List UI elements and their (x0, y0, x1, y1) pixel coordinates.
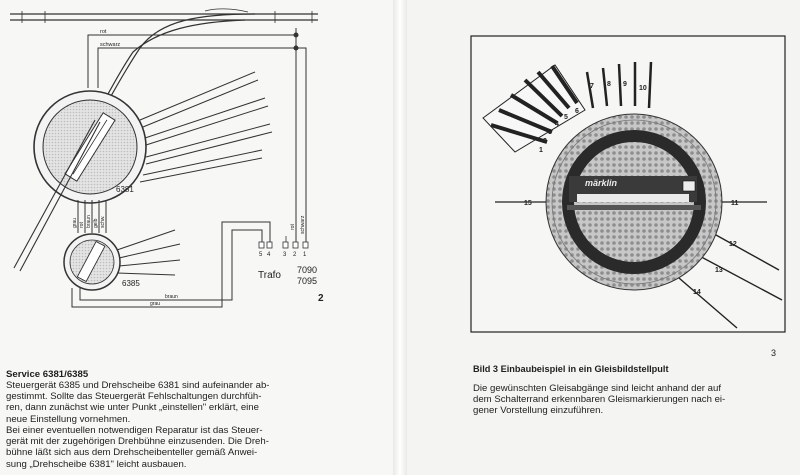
terminal-4: 4 (267, 252, 271, 258)
tick-label-3: 3 (548, 129, 552, 136)
text-line: Steuergerät 6385 und Drehscheibe 6381 sind aufeinander ab- (6, 380, 270, 391)
label-15: 15 (524, 200, 532, 207)
tick-label-5: 5 (564, 114, 568, 121)
trafo-terminals (259, 236, 308, 248)
wire-label-braun: braun (165, 294, 178, 300)
text-line: Bei einer eventuellen notwendigen Reparatur ist das Steuer- (6, 425, 263, 436)
selector-switch (546, 114, 722, 290)
controller-6385 (64, 234, 120, 290)
bundle-label-5: schw. (100, 215, 106, 228)
text-line: gestimmt. Sollte das Steuergerät Fehlschaltungen durchfüh- (6, 391, 262, 403)
left-page (0, 0, 393, 475)
text-line: Die gewünschten Gleisabgänge sind leicht anhand der auf (473, 383, 722, 394)
trafo-label: Trafo (258, 270, 281, 281)
service-paragraph-2 (6, 425, 269, 470)
trafo-model-1: 7090 (297, 265, 318, 275)
wire-label-rot: rot (100, 29, 107, 35)
wire-label-schwarz: schwarz (100, 42, 121, 48)
text-line: neue Einstellung vornehmen. (6, 413, 131, 425)
bundle-label-1: grau (72, 217, 78, 228)
text-line: ren, dann zunächst wie unter Punkt „einstellen" erklärt, eine (6, 402, 259, 414)
tick-label-9: 9 (623, 81, 627, 88)
figure-number: 2 (318, 293, 324, 304)
bundle-label-2: rot (79, 222, 85, 228)
tick-label-4: 4 (555, 121, 559, 128)
brand-logo: märklin (585, 178, 618, 188)
radial-tracks (140, 72, 272, 182)
right-wire-label-rot: rot (290, 224, 296, 230)
text-line: dem Schalterrand erkennbaren Gleismarkierungen nach ei- (473, 394, 726, 406)
text-line: gener Vorstellung einzuführen. (473, 405, 604, 417)
terminal-3: 3 (283, 252, 287, 258)
part-label-6385: 6385 (122, 279, 140, 288)
part-label-6381: 6381 (116, 185, 134, 194)
label-12: 12 (729, 241, 737, 248)
label-14: 14 (693, 289, 701, 296)
tick-label-2: 2 (543, 138, 547, 145)
main-track (10, 11, 318, 23)
section-title: Service 6381/6385 (6, 369, 89, 380)
page-gutter (393, 0, 407, 475)
terminal-5: 5 (259, 252, 263, 258)
text-line: sung „Drehscheibe 6381" leicht ausbauen. (6, 458, 187, 470)
label-13: 13 (715, 267, 723, 274)
tick-label-8: 8 (607, 81, 611, 88)
page-number: 3 (771, 348, 777, 358)
wire-label-grau: grau (150, 301, 161, 307)
figure-caption: Bild 3 Einbaubeispiel in ein Gleisbildstellpult (473, 364, 669, 374)
terminal-2: 2 (293, 252, 297, 258)
text-line: bühne läßt sich aus dem Drehscheibenteller gemäß Anwei- (6, 447, 258, 459)
trafo-model-2: 7095 (297, 276, 318, 286)
text-line: gerät mit der zugehörigen Drehbühne einzusenden. Die Dreh- (6, 436, 269, 448)
label-11: 11 (731, 200, 739, 207)
terminal-1: 1 (303, 252, 307, 258)
tick-label-10: 10 (639, 85, 647, 92)
tick-label-1: 1 (539, 147, 543, 154)
tick-label-6: 6 (575, 108, 579, 115)
right-wire-label-schwarz: schwarz (300, 215, 306, 234)
service-paragraph-1 (6, 380, 270, 425)
figure-body-text (473, 383, 725, 417)
controller-spokes (117, 230, 180, 275)
right-page (407, 0, 800, 475)
bundle-label-4: gelb (93, 218, 99, 228)
bundle-label-3: braun (86, 215, 92, 228)
tick-label-7: 7 (590, 83, 594, 90)
